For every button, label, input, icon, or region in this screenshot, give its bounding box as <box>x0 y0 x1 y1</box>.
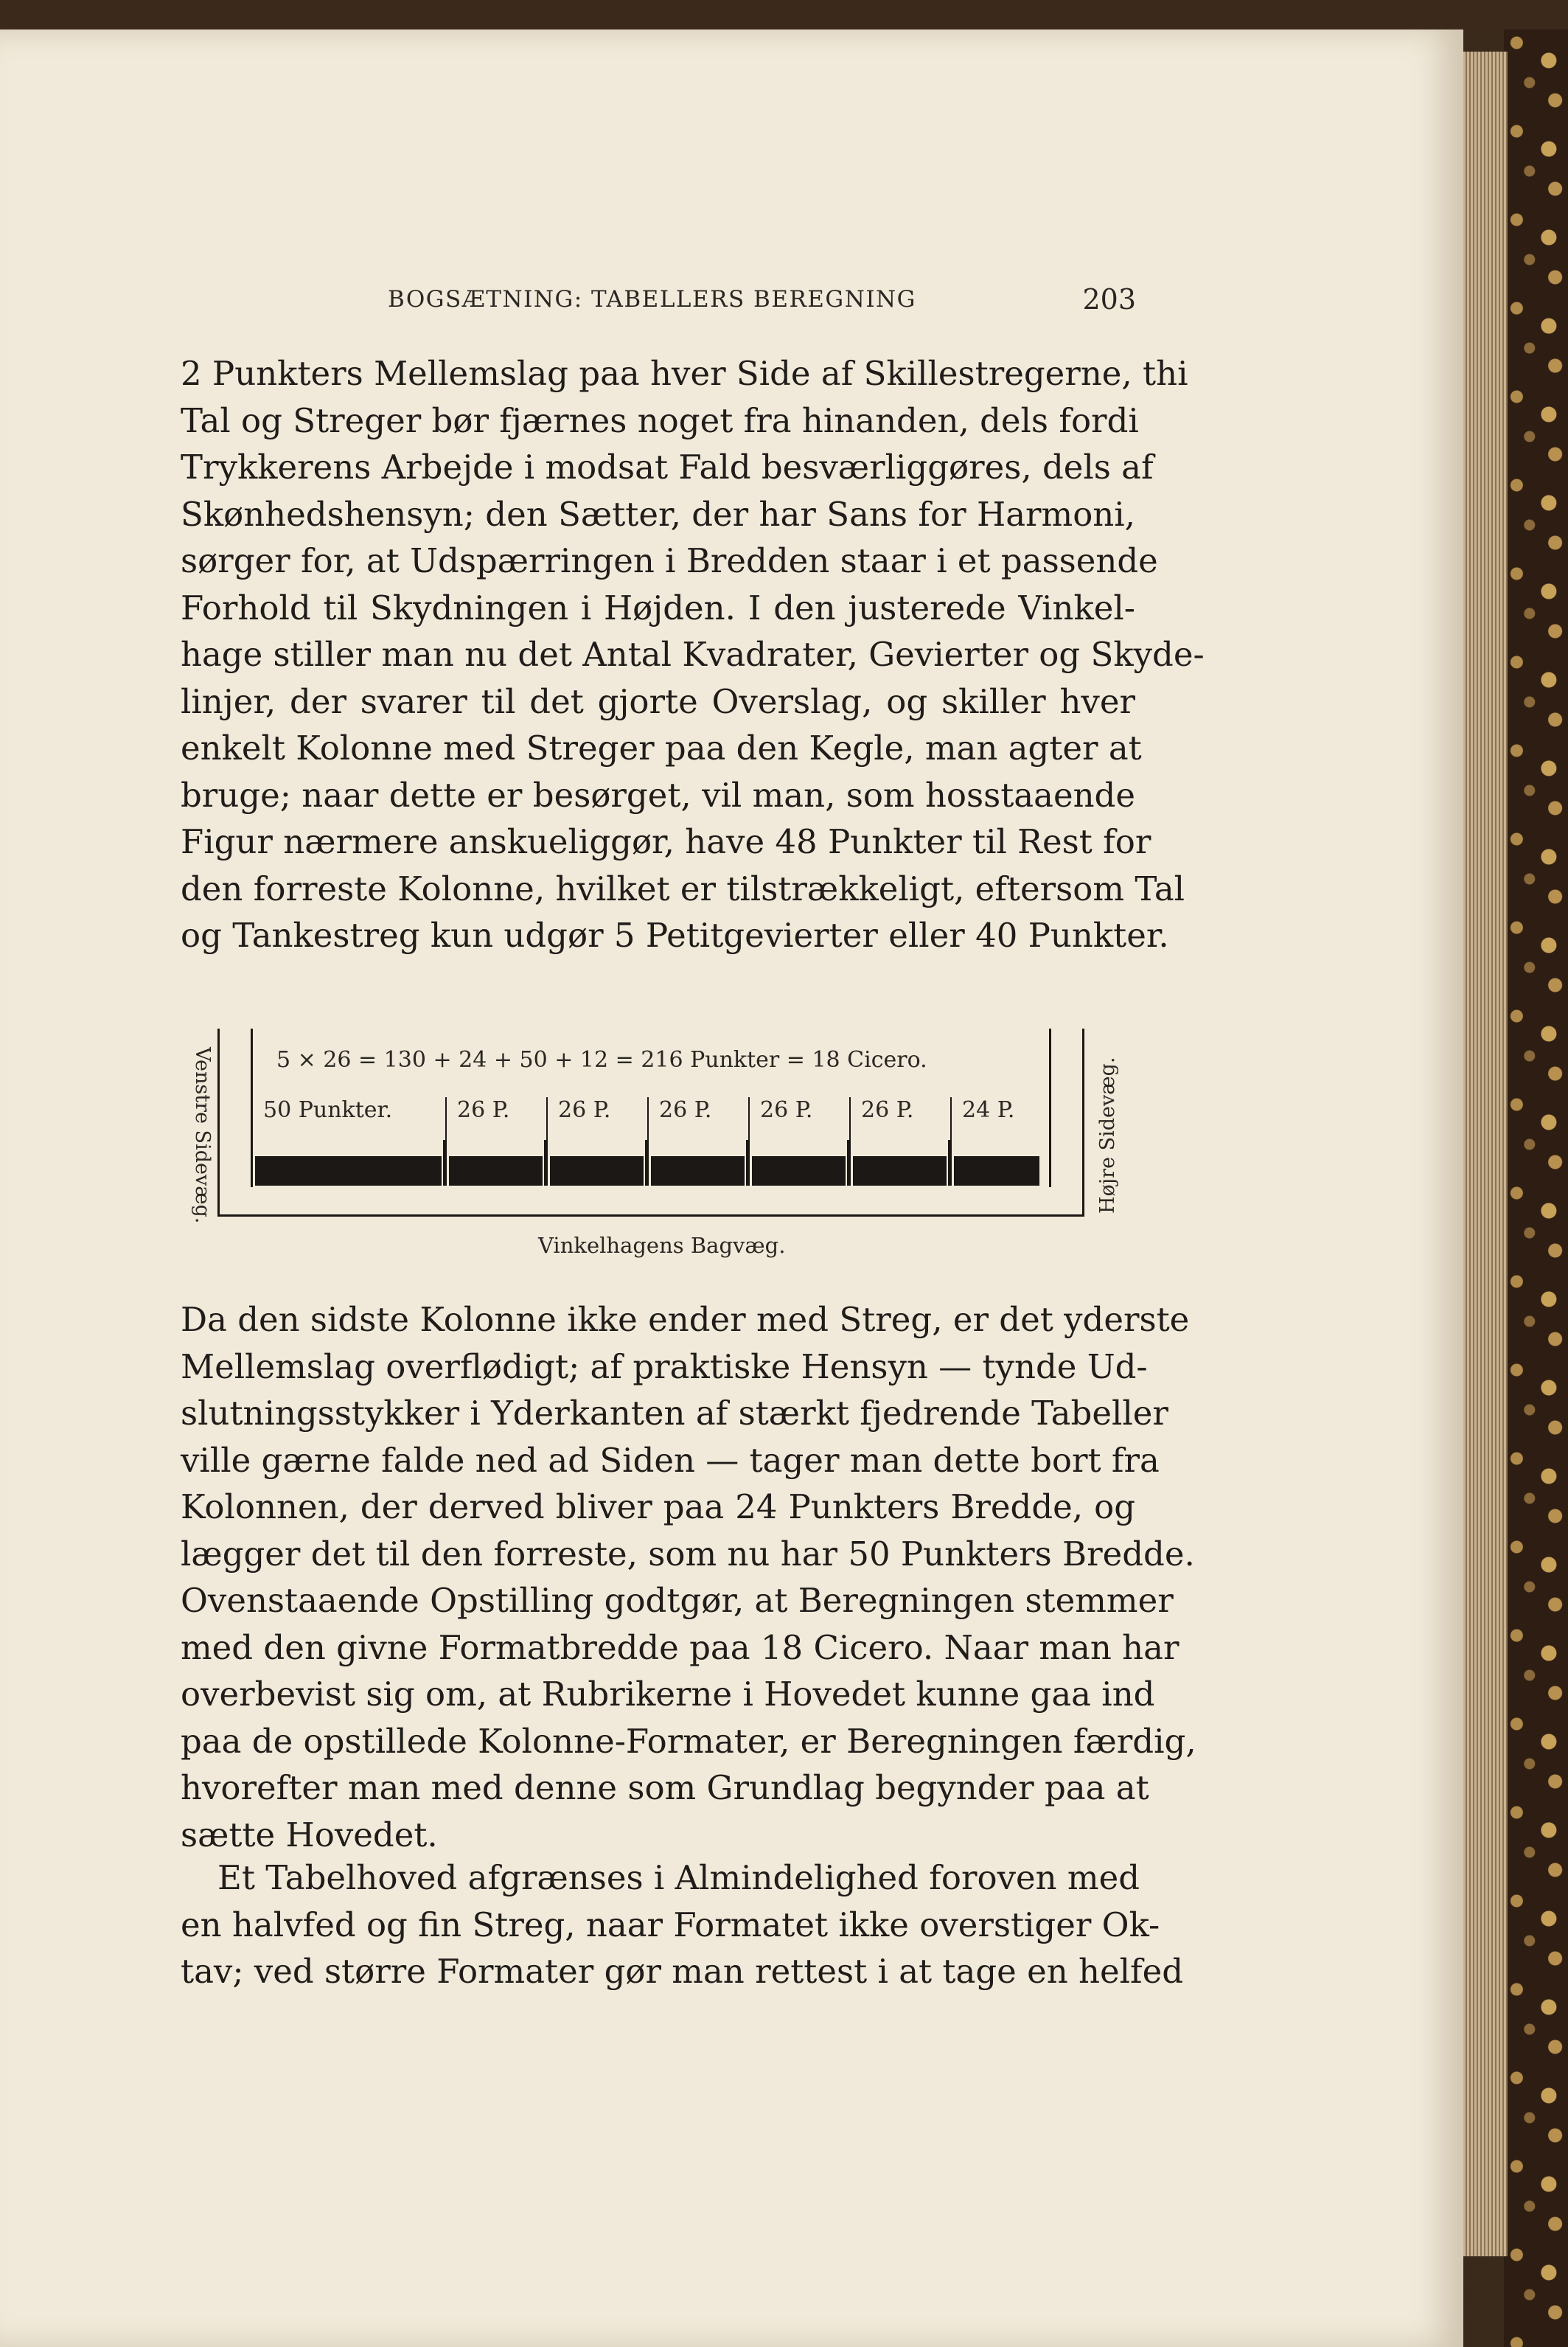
figure-column-label: 26 P. <box>558 1097 611 1123</box>
text-line: enkelt Kolonne med Streger paa den Kegle, man agter at <box>181 729 1142 768</box>
figure-column-bar <box>255 1156 442 1186</box>
figure-column-label: 26 P. <box>861 1097 914 1123</box>
text-line: paa de opstillede Kolonne-Formater, er Beregningen færdig, <box>181 1721 1196 1761</box>
text-line: sætte Hovedet. <box>181 1815 438 1854</box>
text-line: Da den sidste Kolonne ikke ender med Streg, er det yderste <box>181 1300 1190 1339</box>
figure-column <box>851 1097 952 1186</box>
text-line: Kolonnen, der derved bliver paa 24 Punkters Bredde, og <box>181 1487 1135 1526</box>
figure-column <box>952 1097 1045 1186</box>
text-line: slutningsstykker i Yderkanten af stærkt fjedrende Tabeller <box>181 1394 1168 1433</box>
paragraph-1 <box>181 350 1205 959</box>
figure-column <box>253 1097 447 1186</box>
text-line: hvorefter man med denne som Grundlag begynder paa at <box>181 1768 1149 1807</box>
text-line: og Tankestreg kun udgør 5 Petitgevierter eller 40 Punkter. <box>181 916 1169 955</box>
text-line: Skønhedshensyn; den Sætter, der har Sans for Harmoni, <box>181 494 1135 534</box>
text-line: en halvfed og fin Streg, naar Formatet ikke overstiger Ok- <box>181 1905 1160 1944</box>
figure-column <box>750 1097 851 1186</box>
figure-column-label: 50 Punkter. <box>263 1097 393 1123</box>
text-line: lægger det til den forreste, som nu har 50 Punkters Bredde. <box>181 1534 1195 1574</box>
figure-column <box>649 1097 750 1186</box>
figure-column-bar <box>550 1156 644 1186</box>
text-line: Trykkerens Arbejde i modsat Fald besværliggøres, dels af <box>181 448 1154 487</box>
marbled-cover-edge <box>1504 29 1568 2347</box>
composing-stick-figure <box>170 1025 1143 1268</box>
text-line: linjer, der svarer til det gjorte Overslag, og skiller hver <box>181 681 1135 721</box>
text-line: Forhold til Skydningen i Højden. I den justerede Vinkel- <box>181 588 1135 627</box>
text-line: tav; ved større Formater gør man rettest i at tage en helfed <box>181 1952 1184 1991</box>
figure-columns <box>253 1097 1045 1186</box>
page-stack-edge <box>1456 52 1508 2256</box>
figure-column-label: 26 P. <box>659 1097 712 1123</box>
right-side-wall-label: Højre Sidevæg. <box>1096 1057 1119 1214</box>
figure-formula: 5 × 26 = 130 + 24 + 50 + 12 = 216 Punkter = 18 Cicero. <box>276 1047 927 1073</box>
page-number: 203 <box>1082 283 1136 316</box>
paragraph-2 <box>181 1296 1196 1858</box>
left-side-wall-label: Venstre Sidevæg. <box>191 1047 214 1224</box>
paragraph-3 <box>181 1854 1184 1995</box>
figure-column-label: 26 P. <box>457 1097 510 1123</box>
text-line: Mellemslag overflødigt; af praktiske Hensyn — tynde Ud- <box>181 1346 1148 1386</box>
figure-column-bar <box>853 1156 947 1186</box>
figure-caption: Vinkelhagens Bagvæg. <box>538 1233 786 1258</box>
text-line: Figur nærmere anskueliggør, have 48 Punkter til Rest for <box>181 822 1151 861</box>
figure-column-bar <box>954 1156 1039 1186</box>
text-line: Ovenstaaende Opstilling godtgør, at Beregningen stemmer <box>181 1581 1174 1620</box>
running-head-title: BOGSÆTNING: TABELLERS BEREGNING <box>388 286 916 313</box>
text-line: hage stiller man nu det Antal Kvadrater, Gevierter og Skyde- <box>181 635 1205 674</box>
figure-column-bar <box>752 1156 846 1186</box>
figure-column-label: 24 P. <box>962 1097 1015 1123</box>
text-line: Et Tabelhoved afgrænses i Almindelighed foroven med <box>217 1858 1140 1897</box>
figure-column <box>447 1097 548 1186</box>
text-line: bruge; naar dette er besørget, vil man, som hosstaaende <box>181 775 1135 815</box>
text-line: ville gærne falde ned ad Siden — tager man dette bort fra <box>181 1440 1160 1480</box>
text-line: 2 Punkters Mellemslag paa hver Side af Skillestregerne, thi <box>181 354 1188 393</box>
text-line: den forreste Kolonne, hvilket er tilstrækkeligt, eftersom Tal <box>181 869 1185 908</box>
text-line: sørger for, at Udspærringen i Bredden staar i et passende <box>181 541 1158 580</box>
figure-column-label: 26 P. <box>760 1097 813 1123</box>
running-head <box>388 283 1136 319</box>
figure-column-bar <box>449 1156 543 1186</box>
text-line: Tal og Streger bør fjærnes noget fra hinanden, dels fordi <box>181 400 1139 440</box>
text-line: overbevist sig om, at Rubrikerne i Hovedet kunne gaa ind <box>181 1675 1155 1714</box>
figure-column-bar <box>651 1156 745 1186</box>
figure-column <box>548 1097 649 1186</box>
text-line: med den givne Formatbredde paa 18 Cicero. Naar man har <box>181 1627 1180 1667</box>
